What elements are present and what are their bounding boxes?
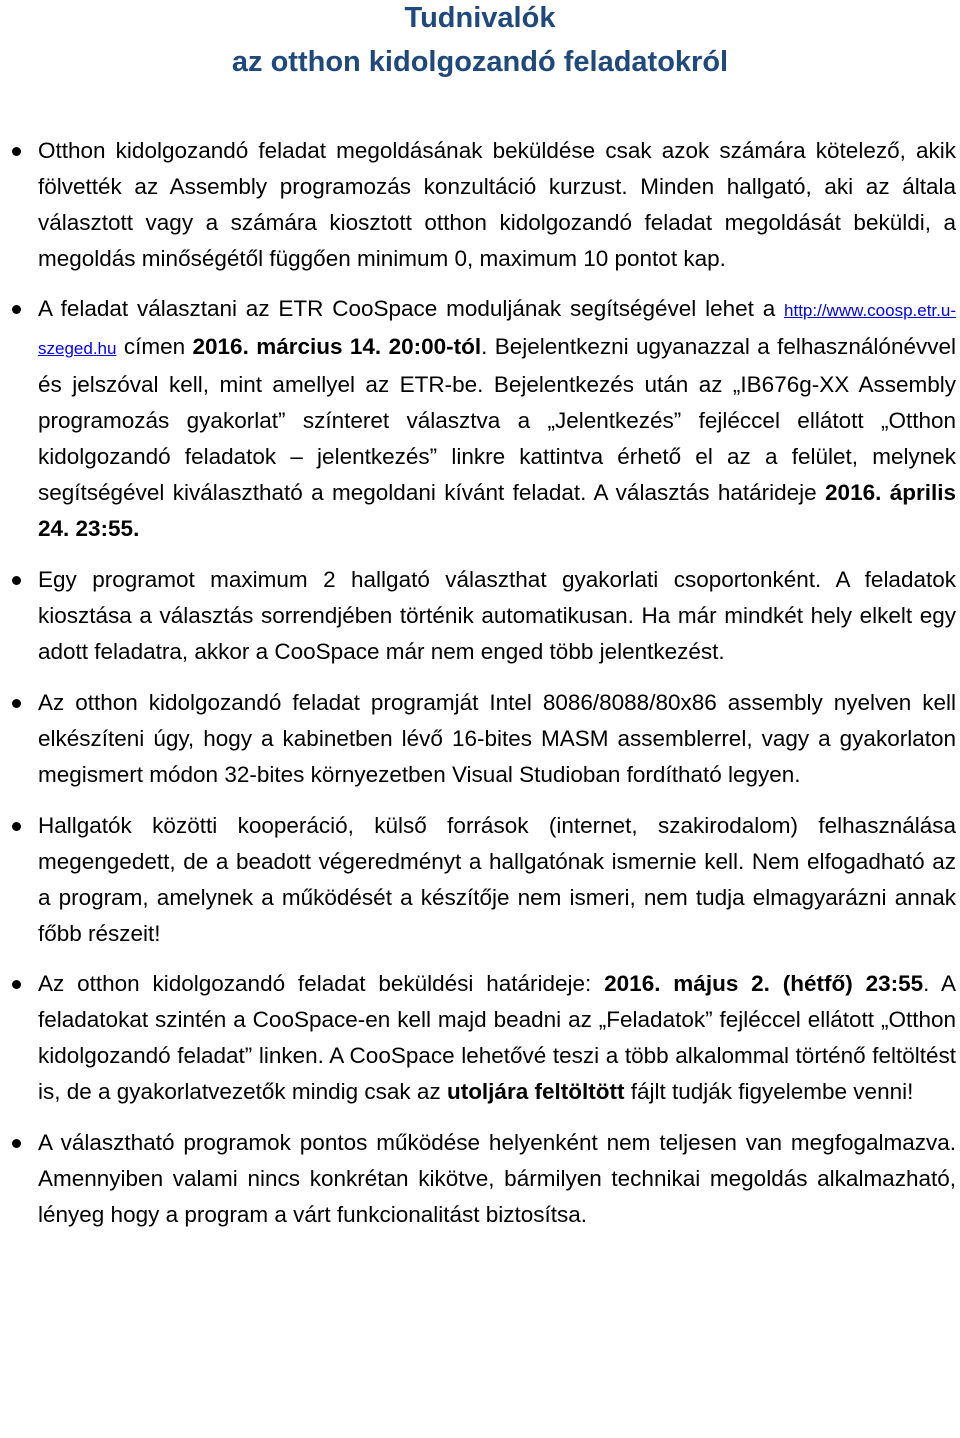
bullet-icon (12, 822, 21, 831)
bullet-icon (12, 699, 21, 708)
item-text-part: fájlt tudják figyelembe venni! (624, 1079, 914, 1104)
document-title-line-2: az otthon kidolgozandó feladatokról (231, 46, 729, 78)
item-text: A választható programok pontos működése helyenként nem teljesen van megfogalmazva. Amennyiben valami nincs konkrétan kikötve, bármilyen technikai megoldás alkalmazható, lényeg hogy a program a várt funkcionalitást biztosítsa. (38, 1130, 956, 1227)
item-text-part: címen (116, 334, 193, 359)
item-text: Otthon kidolgozandó feladat megoldásának beküldése csak azok számára kötelező, akik fölvették az Assembly programozás konzultáció kurzust. Minden hallgató, aki az általa választott vagy a számára kiosztott otthon kidolgozandó feladat megoldását beküldi, a megoldás minőségétől függően minimum 0, maximum 10 pontot kap. (38, 138, 956, 271)
bullet-icon (12, 980, 21, 989)
list-item (38, 808, 956, 952)
coospace-link[interactable]: http://www.coosp.etr.u-szeged.hu (38, 301, 956, 358)
list-item (38, 562, 956, 670)
item-text-part: . A feladatokat szintén a CooSpace-en kell majd beadni az „Feladatok” fejléccel ellátott „Otthon kidolgozandó feladat” linken. A CooSpace lehetővé teszi a több alkalommal történő feltöltést is, de a gyakorlatvezetők mindig csak az (38, 971, 956, 1104)
document-title-line-1: Tudnivalók (404, 2, 556, 34)
bullet-icon (12, 576, 21, 585)
item-text-part: . Bejelentkezni ugyanazzal a felhasználónévvel és jelszóval kell, mint amellyel az ETR-be. Bejelentkezés után az „IB676g-XX Assembly programozás gyakorlat” színteret választva a „Jelentkezés” fejléccel ellátott „Otthon kidolgozandó feladatok – jelentkezés” linkre kattintva érhető el az a felület, melynek segítségével kiválasztható a megoldani kívánt feladat. A választás határideje (38, 334, 956, 505)
last-uploaded-emphasis: utoljára feltöltött (446, 1079, 625, 1104)
bullet-icon (12, 305, 21, 314)
selection-deadline: 2016. április 24. 23:55. (38, 480, 957, 541)
submission-deadline: 2016. május 2. (hétfő) 23:55 (604, 971, 924, 996)
bullet-icon (12, 1139, 21, 1148)
bullet-icon (12, 147, 21, 156)
item-text: Az otthon kidolgozandó feladat programját Intel 8086/8088/80x86 assembly nyelven kell elkészíteni úgy, hogy a kabinetben lévő 16-bites MASM assemblerrel, vagy a gyakorlaton megismert módon 32-bites környezetben Visual Studioban fordítható legyen. (38, 690, 956, 787)
item-text-part: A feladat választani az ETR CooSpace moduljának segítségével lehet a (38, 296, 785, 321)
bullet-list (38, 133, 956, 1233)
item-text: Egy programot maximum 2 hallgató választhat gyakorlati csoportonként. A feladatok kiosztása a választás sorrendjében történik automatikusan. Ha már mindkét hely elkelt egy adott feladatra, akkor a CooSpace már nem enged több jelentkezést. (38, 567, 956, 664)
selection-start-date: 2016. március 14. 20:00-tól (192, 334, 482, 359)
list-item (38, 133, 956, 277)
list-item (38, 685, 956, 793)
item-text: Hallgatók közötti kooperáció, külső források (internet, szakirodalom) felhasználása megengedett, de a beadott végeredményt a hallgatónak ismernie kell. Nem elfogadható az a program, amelynek a működését a készítője nem ismeri, nem tudja elmagyarázni annak főbb részeit! (38, 813, 956, 946)
item-text-part: Az otthon kidolgozandó feladat beküldési határideje: (38, 971, 605, 996)
list-item (38, 1125, 956, 1233)
list-item (38, 291, 956, 547)
list-item (38, 966, 956, 1110)
